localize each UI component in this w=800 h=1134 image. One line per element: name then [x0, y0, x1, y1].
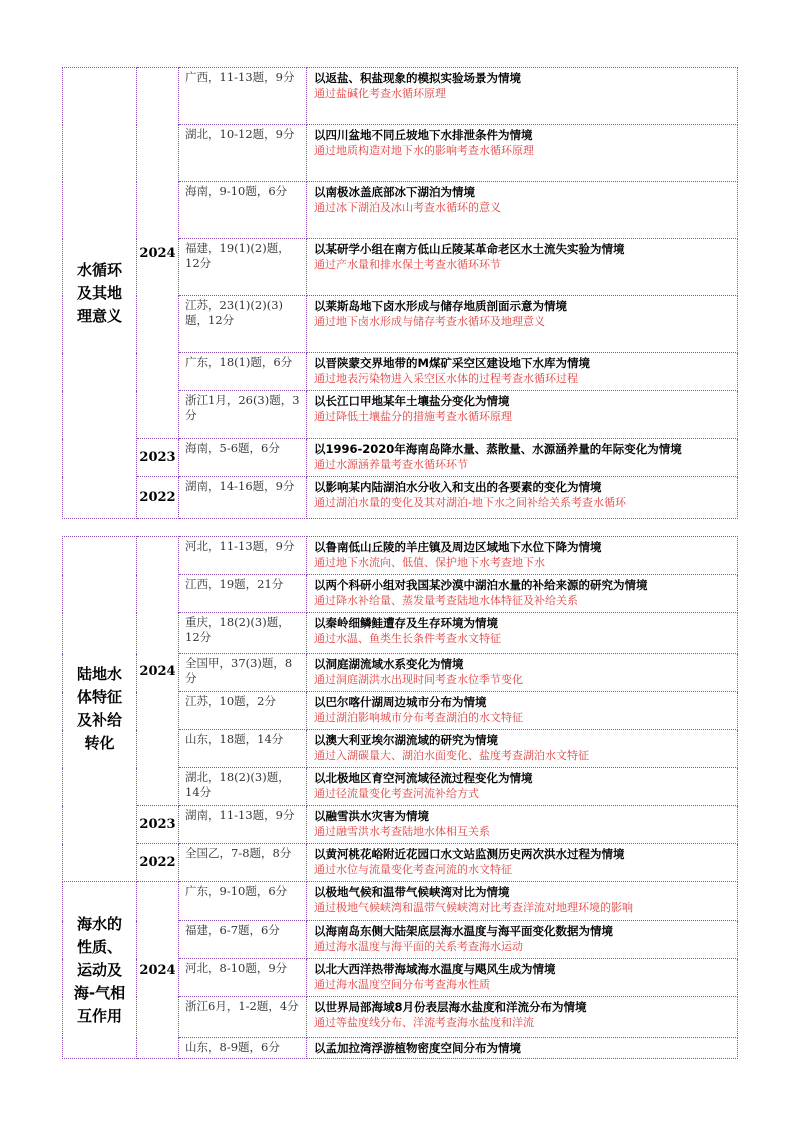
context-heading: 以某研学小组在南方低山丘陵某革命老区水土流失实验为情境: [314, 242, 625, 256]
context-cell: [307, 654, 738, 692]
year-cell: 2023: [137, 439, 179, 477]
context-heading: 以长江口甲地某年土壤盐分变化为情境: [314, 394, 510, 408]
context-heading: 以北极地区育空河流域径流过程变化为情境: [314, 771, 533, 785]
context-note: 通过降水补给量、蒸发量考查陆地水体特征及补给关系: [314, 594, 578, 607]
context-cell: [307, 575, 738, 613]
source-cell: 山东，8-9题，6分: [179, 1038, 307, 1059]
context-heading: 以黄河桃花峪附近花园口水文站监测历史两次洪水过程为情境: [314, 847, 625, 861]
source-cell: 浙江6月，1-2题，4分: [179, 997, 307, 1038]
context-note: 通过湖泊影响城市分布考查湖泊的水文特征: [314, 711, 523, 724]
context-heading: 以孟加拉湾浮游植物密度空间分布为情境: [314, 1041, 521, 1055]
context-heading: 以两个科研小组对我国某沙漠中湖泊水量的补给来源的研究为情境: [314, 578, 648, 592]
context-cell: [307, 730, 738, 768]
context-heading: 以海南岛东侧大陆架底层海水温度与海平面变化数据为情境: [314, 924, 613, 938]
context-note: 通过地质构造对地下水的影响考查水循环原理: [314, 144, 534, 157]
topic-label: 海水的性质、运动及海-气相互作用: [73, 914, 126, 1025]
context-note: 通过湖泊水量的变化及其对湖泊-地下水之间补给关系考查水循环: [314, 496, 626, 509]
context-note: 通过等盐度线分布、洋流考查海水盐度和洋流: [314, 1016, 534, 1029]
context-heading: 以澳大利亚埃尔湖流域的研究为情境: [314, 733, 498, 747]
context-heading: 以鲁南低山丘陵的羊庄镇及周边区域地下水位下降为情境: [314, 540, 602, 554]
context-cell: [307, 768, 738, 806]
context-cell: [307, 391, 738, 439]
topic-cell: [63, 68, 137, 519]
context-note: 通过地下水流向、低值、保护地下水考查地下水: [314, 556, 545, 569]
source-cell: 江苏，10题，2分: [179, 692, 307, 730]
year-cell: 2023: [137, 806, 179, 844]
source-cell: 河北，8-10题，9分: [179, 959, 307, 997]
context-cell: [307, 692, 738, 730]
context-cell: [307, 844, 738, 882]
context-note: 通过海水温度空间分布考查海水性质: [314, 978, 490, 991]
context-heading: 以洞庭湖流域水系变化为情境: [314, 657, 464, 671]
year-cell: 2024: [137, 537, 179, 806]
topic-label: 陆地水体特征及补给转化: [76, 665, 122, 752]
context-note: 通过降低土壤盐分的措施考查水循环原理: [314, 410, 512, 423]
source-cell: 全国乙，7-8题，8分: [179, 844, 307, 882]
context-cell: [307, 537, 738, 575]
context-note: 通过海水温度与海平面的关系考查海水运动: [314, 940, 523, 953]
context-cell: [307, 477, 738, 519]
context-note: 通过洞庭湖洪水出现时间考查水位季节变化: [314, 673, 523, 686]
topic-label: 水循环及其地理意义: [76, 260, 122, 325]
source-cell: 湖北，18(2)(3)题，14分: [179, 768, 307, 806]
context-heading: 以秦岭细鳞鲑遭存及生存环境为情境: [314, 616, 498, 630]
source-cell: 广东，18(1)题，6分: [179, 353, 307, 391]
context-note: 通过冰下湖泊及冰山考查水循环的意义: [314, 201, 501, 214]
context-cell: [307, 806, 738, 844]
source-cell: 湖南，14-16题，9分: [179, 477, 307, 519]
context-note: 通过水源涵养量考查水循环环节: [314, 458, 468, 471]
exam-table-part-2: [62, 536, 738, 1059]
source-cell: 江苏，23(1)(2)(3)题，12分: [179, 296, 307, 353]
context-cell: [307, 239, 738, 296]
context-heading: 以极地气候和温带气候峡湾对比为情境: [314, 885, 510, 899]
context-note: 通过入湖碳量大、湖泊水面变化、盐度考查湖泊水文特征: [314, 749, 589, 762]
source-cell: 海南，5-6题，6分: [179, 439, 307, 477]
context-cell: [307, 613, 738, 654]
context-heading: 以影响某内陆湖泊水分收入和支出的各要素的变化为情境: [314, 480, 602, 494]
source-cell: 重庆，18(2)(3)题，12分: [179, 613, 307, 654]
source-cell: 江西，19题，21分: [179, 575, 307, 613]
context-cell: [307, 1038, 738, 1059]
context-note: 通过融雪洪水考查陆地水体相互关系: [314, 825, 490, 838]
context-note: 通过产水量和排水保土考查水循环环节: [314, 258, 501, 271]
context-heading: 以晋陕蒙交界地带的M煤矿采空区建设地下水库为情境: [314, 356, 590, 370]
context-heading: 以南极冰盖底部冰下湖泊为情境: [314, 185, 475, 199]
context-heading: 以莱斯岛地下卤水形成与储存地质剖面示意为情境: [314, 299, 567, 313]
context-cell: [307, 921, 738, 959]
context-note: 通过水位与流量变化考查河流的水文特征: [314, 863, 512, 876]
context-heading: 以北大西洋热带海域海水温度与飓风生成为情境: [314, 962, 556, 976]
source-cell: 福建，6-7题，6分: [179, 921, 307, 959]
year-cell: 2022: [137, 844, 179, 882]
context-cell: [307, 125, 738, 182]
context-note: 通过水温、鱼类生长条件考查水文特征: [314, 632, 501, 645]
source-cell: 湖南，11-13题，9分: [179, 806, 307, 844]
year-cell: 2022: [137, 477, 179, 519]
source-cell: 全国甲，37(3)题，8分: [179, 654, 307, 692]
context-note: 通过地下卤水形成与储存考查水循环及地理意义: [314, 315, 545, 328]
context-heading: 以返盐、积盐现象的模拟实验场景为情境: [314, 71, 521, 85]
source-cell: 福建，19(1)(2)题，12分: [179, 239, 307, 296]
context-heading: 以融雪洪水灾害为情境: [314, 809, 429, 823]
context-cell: [307, 68, 738, 125]
source-cell: 浙江1月，26(3)题，3分: [179, 391, 307, 439]
source-cell: 广西，11-13题，9分: [179, 68, 307, 125]
context-note: 通过盐碱化考查水循环原理: [314, 87, 446, 100]
source-cell: 河北，11-13题，9分: [179, 537, 307, 575]
context-cell: [307, 296, 738, 353]
source-cell: 山东，18题，14分: [179, 730, 307, 768]
context-cell: [307, 439, 738, 477]
context-heading: 以世界局部海域8月份表层海水盐度和洋流分布为情境: [314, 1000, 587, 1014]
context-cell: [307, 882, 738, 921]
topic-cell: [63, 537, 137, 882]
context-note: 通过地表污染物进入采空区水体的过程考查水循环过程: [314, 372, 578, 385]
source-cell: 海南，9-10题，6分: [179, 182, 307, 239]
context-heading: 以巴尔喀什湖周边城市分布为情境: [314, 695, 487, 709]
context-cell: [307, 959, 738, 997]
context-cell: [307, 182, 738, 239]
context-cell: [307, 997, 738, 1038]
context-heading: 以1996-2020年海南岛降水量、蒸散量、水源涵养量的年际变化为情境: [314, 442, 682, 456]
exam-table-part-1: [62, 67, 738, 519]
source-cell: 广东，9-10题，6分: [179, 882, 307, 921]
context-note: 通过极地气候峡湾和温带气候峡湾对比考查洋流对地理环境的影响: [314, 901, 633, 914]
topic-cell: [63, 882, 137, 1059]
context-cell: [307, 353, 738, 391]
context-note: 通过径流量变化考查河流补给方式: [314, 787, 479, 800]
year-cell: 2024: [137, 68, 179, 439]
context-heading: 以四川盆地不同丘坡地下水排泄条件为情境: [314, 128, 533, 142]
source-cell: 湖北，10-12题，9分: [179, 125, 307, 182]
year-cell: 2024: [137, 882, 179, 1059]
